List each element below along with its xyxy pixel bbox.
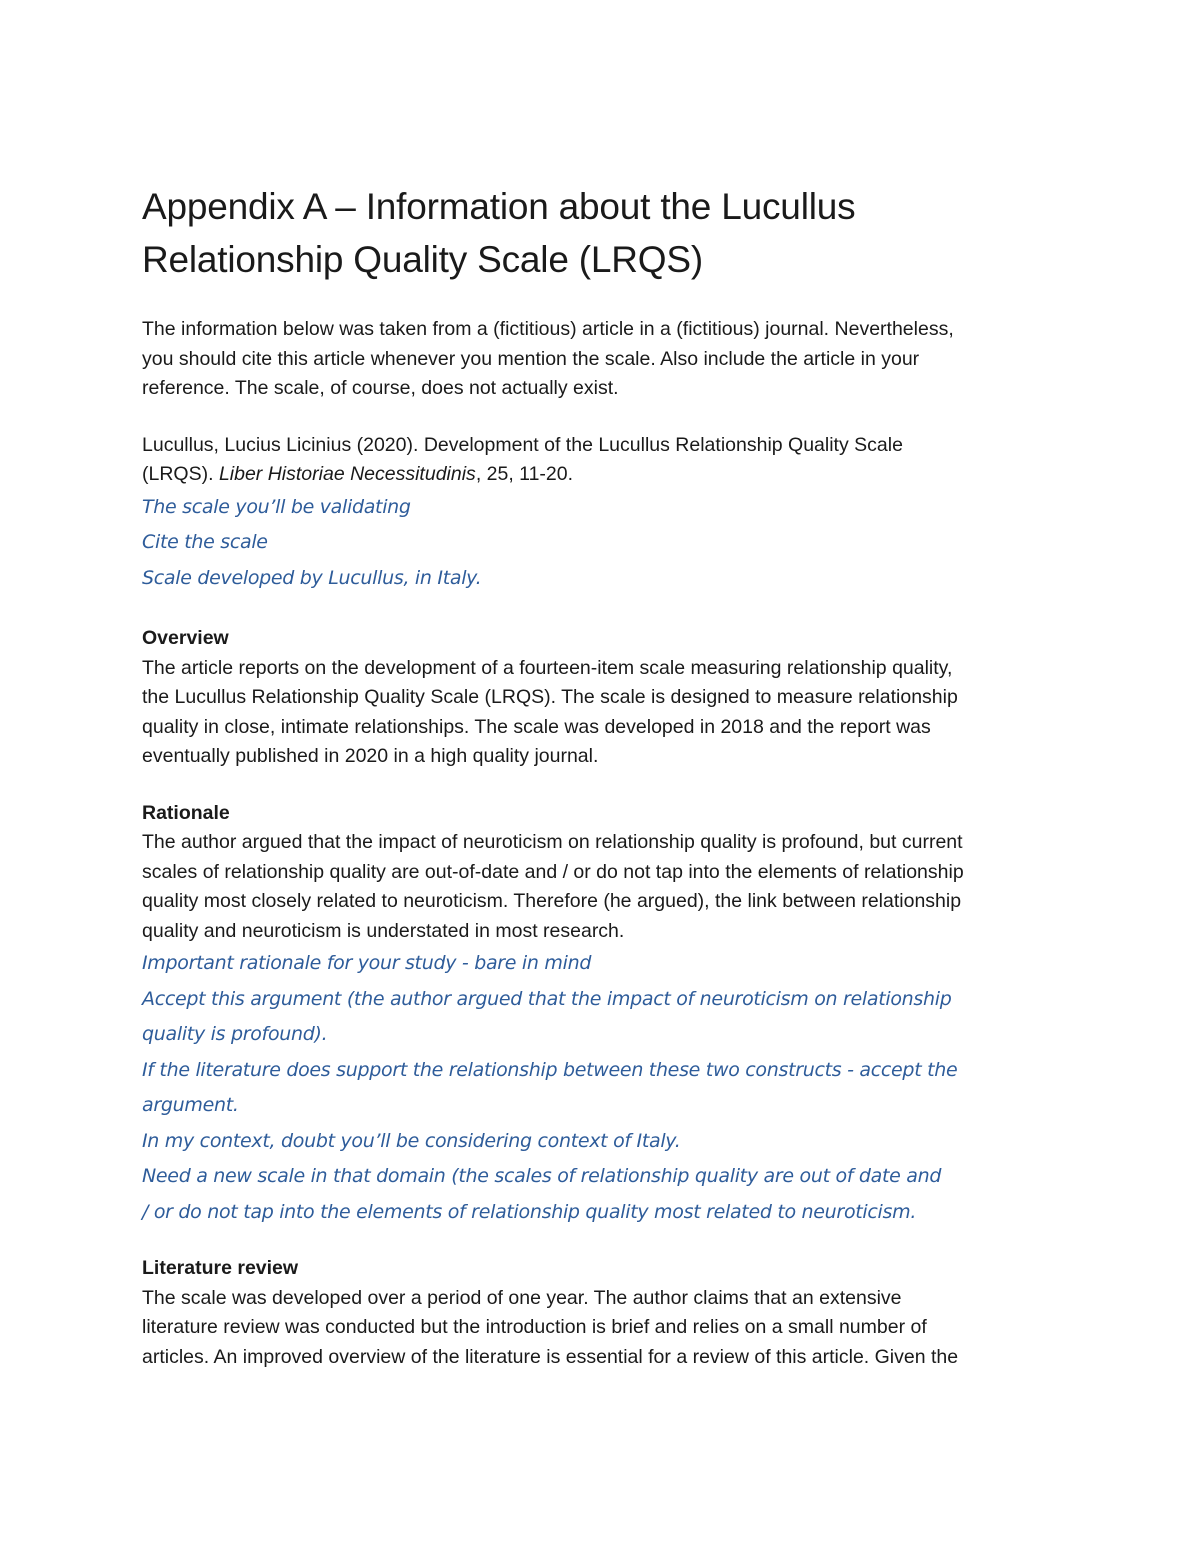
rationale-section — [142, 799, 1072, 1231]
overview-line: eventually published in 2020 in a high quality journal. — [142, 745, 599, 767]
annotation-note: Important rationale for your study - bare in mind — [142, 952, 592, 974]
rationale-line: quality and neuroticism is understated in most research. — [142, 919, 625, 942]
annotation-note: Accept this argument (the author argued that the impact of neuroticism on relationship — [142, 987, 952, 1010]
literature-review-section — [142, 1254, 1072, 1372]
title-line-1: Appendix A – Information about the Lucullus — [142, 186, 856, 227]
overview-section — [142, 624, 1072, 772]
literature-line: literature review was conducted but the introduction is brief and relies on a small number of — [142, 1316, 927, 1338]
title-line-2: Relationship Quality Scale (LRQS) — [142, 239, 703, 280]
overview-line: The article reports on the development of a fourteen-item scale measuring relationship quality, — [142, 656, 953, 679]
annotation-note: Scale developed by Lucullus, in Italy. — [142, 566, 482, 589]
rationale-line: The author argued that the impact of neuroticism on relationship quality is profound, but current — [142, 831, 963, 853]
section-heading-overview: Overview — [142, 627, 229, 649]
reference-citation — [142, 431, 1072, 490]
rationale-notes — [142, 946, 1072, 1230]
section-heading-literature-review: Literature review — [142, 1257, 299, 1279]
document-page — [142, 180, 1072, 1372]
overview-line: the Lucullus Relationship Quality Scale (LRQS). The scale is designed to measure relationship — [142, 686, 958, 708]
reference-suffix: , 25, 11-20. — [475, 463, 574, 485]
reference-line-2 — [142, 460, 1072, 490]
literature-line: The scale was developed over a period of one year. The author claims that an extensive — [142, 1286, 902, 1309]
reference-line-1: Lucullus, Lucius Licinius (2020). Development of the Lucullus Relationship Quality Scale — [142, 433, 903, 456]
journal-name: Liber Historiae Necessitudinis — [218, 463, 476, 485]
annotation-note: Need a new scale in that domain (the scales of relationship quality are out of date and — [142, 1165, 942, 1187]
reference-notes — [142, 490, 1072, 597]
annotation-note: / or do not tap into the elements of relationship quality most related to neuroticism. — [142, 1200, 917, 1223]
annotation-note: The scale you’ll be validating — [142, 495, 411, 518]
rationale-line: quality most closely related to neuroticism. Therefore (he argued), the link between relationship — [142, 890, 962, 912]
intro-line-1: The information below was taken from a (fictitious) article in a (fictitious) journal. Nevertheless, — [142, 318, 954, 340]
overview-line: quality in close, intimate relationships. The scale was developed in 2018 and the report was — [142, 715, 931, 738]
annotation-note: If the literature does support the relationship between these two constructs - accept the — [142, 1058, 958, 1081]
annotation-note: Cite the scale — [142, 531, 268, 553]
intro-line-3: reference. The scale, of course, does not actually exist. — [142, 377, 619, 399]
annotation-note: argument. — [142, 1094, 239, 1116]
rationale-line: scales of relationship quality are out-of-date and / or do not tap into the elements of relationship — [142, 860, 964, 883]
intro-paragraph — [142, 315, 1072, 404]
section-heading-rationale: Rationale — [142, 801, 230, 824]
reference-prefix: (LRQS). — [142, 463, 219, 485]
annotation-note: quality is profound). — [142, 1023, 328, 1045]
literature-line: articles. An improved overview of the literature is essential for a review of this article. Given the — [142, 1345, 959, 1368]
intro-line-2: you should cite this article whenever you mention the scale. Also include the article in your — [142, 347, 920, 370]
annotation-note: In my context, doubt you’ll be considering context of Italy. — [142, 1129, 681, 1152]
page-title — [142, 180, 1072, 286]
